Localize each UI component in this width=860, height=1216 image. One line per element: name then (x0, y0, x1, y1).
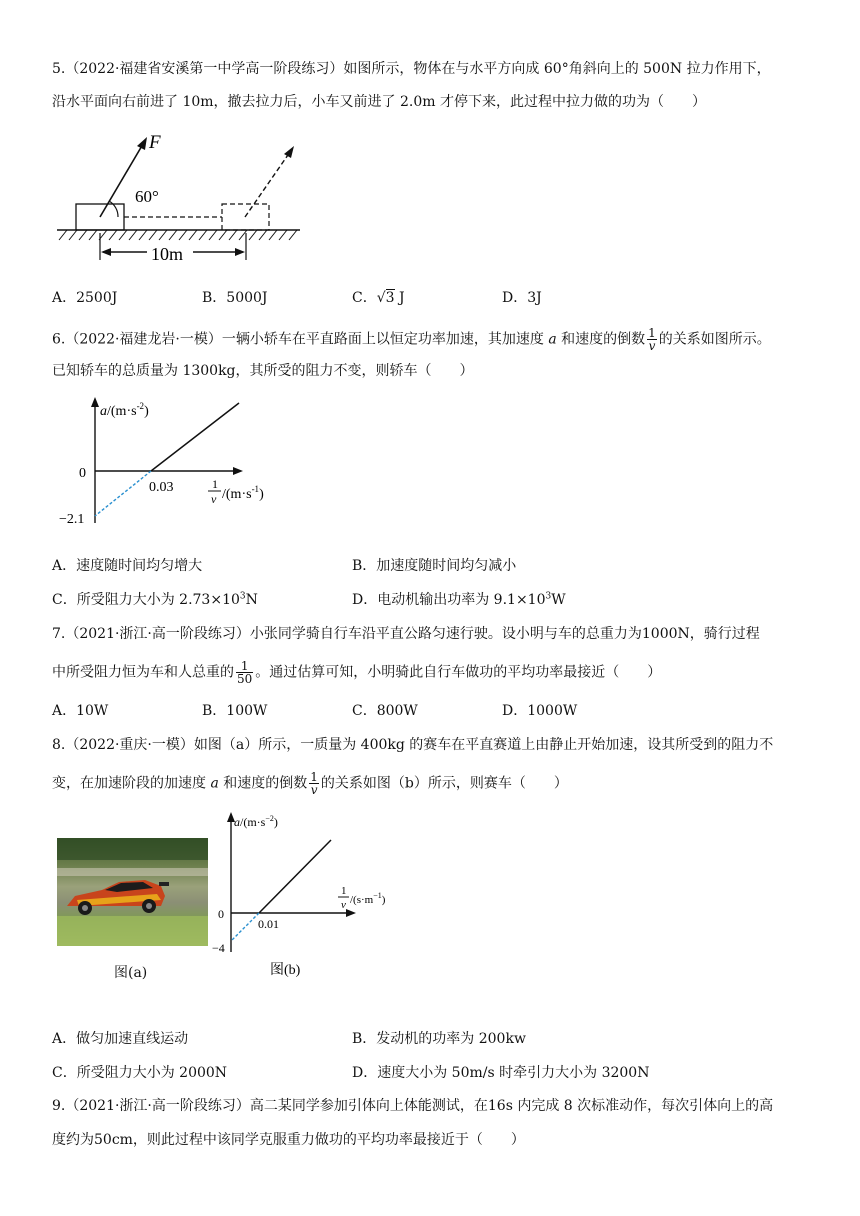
q8-ylabel-close: ) (273, 815, 278, 829)
q7-option-b[interactable]: B．100W (202, 703, 268, 719)
q6-ylabel-a: a (100, 404, 107, 419)
q7-text-b: 。通过估算可知，小明骑此自行车做功的平均功率最接近（ ） (255, 664, 662, 681)
q5-distance-label: 10m (151, 244, 184, 264)
q6-option-d-unit: W (551, 592, 566, 608)
q6-frac-num: 1 (648, 326, 656, 340)
q5-text-line1: 5.（2022·福建省安溪第一中学高一阶段练习）如图所示，物体在与水平方向成 60°角斜向上的 500N 拉力作用下， (52, 61, 771, 77)
q7-fraction (236, 660, 253, 685)
q5-option-b[interactable]: B．5000J (202, 290, 268, 306)
q6-text-line2: 已知轿车的总质量为 1300kg，其所受的阻力不变，则轿车（ ） (52, 363, 474, 379)
q7-text-line2 (52, 660, 661, 685)
q8-yintercept-label: −4 (212, 941, 225, 955)
q6-text-c: 的关系如图所示。 (658, 331, 771, 348)
q6-option-a[interactable]: A．速度随时间均匀增大 (52, 558, 203, 574)
q8-option-c[interactable]: C．所受阻力大小为 2000N (52, 1065, 228, 1081)
q8-xlabel-exp: −1 (373, 891, 382, 900)
q8-text-c: 的关系如图（b）所示，则赛车（ ） (320, 775, 568, 792)
q6-graph-extension (95, 471, 151, 516)
q6-xlabel-exp: -1 (251, 484, 260, 494)
q6-option-d-text: D．电动机输出功率为 9.1×10 (352, 592, 546, 608)
q6-yintercept-label: −2.1 (59, 512, 85, 527)
svg-text:a/(m·s-2) (100, 401, 149, 419)
svg-text:/(m·s-1) (222, 484, 264, 502)
q5-option-d[interactable]: D．3J (502, 290, 542, 306)
q6-option-c-exp: 3 (239, 591, 246, 602)
q7-text-line1: 7.（2021·浙江·高一阶段练习）小张同学骑自行车沿平直公路匀速行驶。设小明与车的总重力为1000N，骑行过程 (52, 626, 760, 642)
svg-text:a/(m·s−2) (234, 814, 278, 829)
q8-origin-label: 0 (218, 907, 224, 921)
q5-force-label: F (149, 132, 161, 153)
q6-origin-label: 0 (79, 466, 86, 481)
q6-var-a: a (548, 331, 557, 348)
q8-xlabel-num: 1 (341, 885, 347, 897)
q7-frac-den: 50 (237, 672, 253, 686)
q6-fraction (647, 327, 657, 352)
q6-option-b[interactable]: B．加速度随时间均匀减小 (352, 558, 517, 574)
sqrt-symbol: √ (376, 290, 386, 306)
q5-option-c-unit: J (399, 290, 405, 306)
q8-caption-b: 图(b) (270, 963, 301, 978)
q8-graph-line (259, 840, 331, 913)
q6-option-c[interactable] (52, 590, 258, 610)
q5-option-c[interactable] (352, 288, 405, 308)
q8-frac-num: 1 (310, 770, 318, 784)
q8-text-a: 变，在加速阶段的加速度 (52, 775, 211, 792)
q5-option-c-radicand: 3 (385, 290, 395, 306)
q6-xlabel-num: 1 (212, 477, 218, 491)
q8-ylabel-a: a (234, 815, 240, 829)
q8-caption-a: 图(a) (114, 965, 148, 981)
q6-xtick-label: 0.03 (149, 480, 174, 495)
q6-ylabel-exp: -2 (136, 401, 145, 411)
q8-xtick-label: 0.01 (258, 917, 279, 931)
q6-text-b: 和速度的倒数 (556, 331, 646, 348)
q7-option-d[interactable]: D．1000W (502, 703, 578, 719)
q7-text-a: 中所受阻力恒为车和人总重的 (52, 664, 234, 681)
q6-graph-line (151, 403, 239, 471)
q8-graph (210, 810, 410, 985)
q8-var-a: a (210, 775, 219, 792)
q6-frac-den: v (648, 339, 656, 353)
q6-text-a: 6.（2022·福建龙岩·一模）一辆小轿车在平直路面上以恒定功率加速，其加速度 (52, 331, 549, 348)
q8-option-d[interactable]: D．速度大小为 50m/s 时牵引力大小为 3200N (352, 1065, 650, 1081)
q6-option-d-exp: 3 (545, 591, 552, 602)
svg-text:/(s·m−1) (350, 891, 386, 906)
q8-text-line1: 8.（2022·重庆·一模）如图（a）所示，一质量为 400kg 的赛车在平直赛道上由静止开始加速，设其所受到的阻力不 (52, 737, 774, 753)
q6-xlabel-close: ) (259, 487, 264, 502)
q7-option-a[interactable]: A．10W (52, 703, 109, 719)
race-car-photo (57, 838, 208, 946)
q6-text-line1 (52, 327, 771, 352)
q8-graph-extension (231, 913, 259, 941)
q8-ylabel-unit: /(m·s (240, 815, 266, 829)
q8-frac-den: v (310, 783, 318, 797)
q8-fraction (309, 771, 319, 796)
q7-frac-num: 1 (236, 660, 253, 673)
q5-angle-label: 60° (135, 187, 159, 206)
q8-ylabel-exp: −2 (265, 814, 274, 823)
q6-option-c-unit: N (245, 592, 258, 608)
q9-text-line1: 9.（2021·浙江·高一阶段练习）高二某同学参加引体向上体能测试，在16s 内完成 8 次标准动作，每次引体向上的高 (52, 1098, 774, 1114)
q6-graph (55, 395, 295, 535)
q6-option-d[interactable] (352, 590, 566, 610)
q8-option-a[interactable]: A．做匀加速直线运动 (52, 1031, 189, 1047)
q6-xlabel-den: v (211, 492, 217, 506)
q7-option-c[interactable]: C．800W (352, 703, 418, 719)
q9-text-line2: 度约为50cm，则此过程中该同学克服重力做功的平均功率最接近于（ ） (52, 1132, 525, 1148)
q5-figure (55, 130, 305, 270)
q8-xlabel-unit: /(s·m (350, 894, 374, 906)
q5-text-line2: 沿水平面向右前进了 10m，撤去拉力后，小车又前进了 2.0m 才停下来，此过程中拉力做的功为（ ） (52, 94, 706, 110)
q8-text-b: 和速度的倒数 (218, 775, 308, 792)
q6-xlabel-unit: /(m·s (222, 487, 252, 502)
q5-option-c-label: C． (352, 290, 377, 306)
q6-ylabel-unit: /(m·s (107, 404, 137, 419)
q8-xlabel-close: ) (381, 894, 386, 906)
q5-option-a[interactable]: A．2500J (52, 290, 118, 306)
q8-xlabel-den: v (341, 899, 346, 911)
q6-ylabel-close: ) (144, 404, 149, 419)
q8-text-line2 (52, 771, 568, 796)
q6-option-c-text: C．所受阻力大小为 2.73×10 (52, 592, 240, 608)
q8-option-b[interactable]: B．发动机的功率为 200kw (352, 1031, 526, 1047)
